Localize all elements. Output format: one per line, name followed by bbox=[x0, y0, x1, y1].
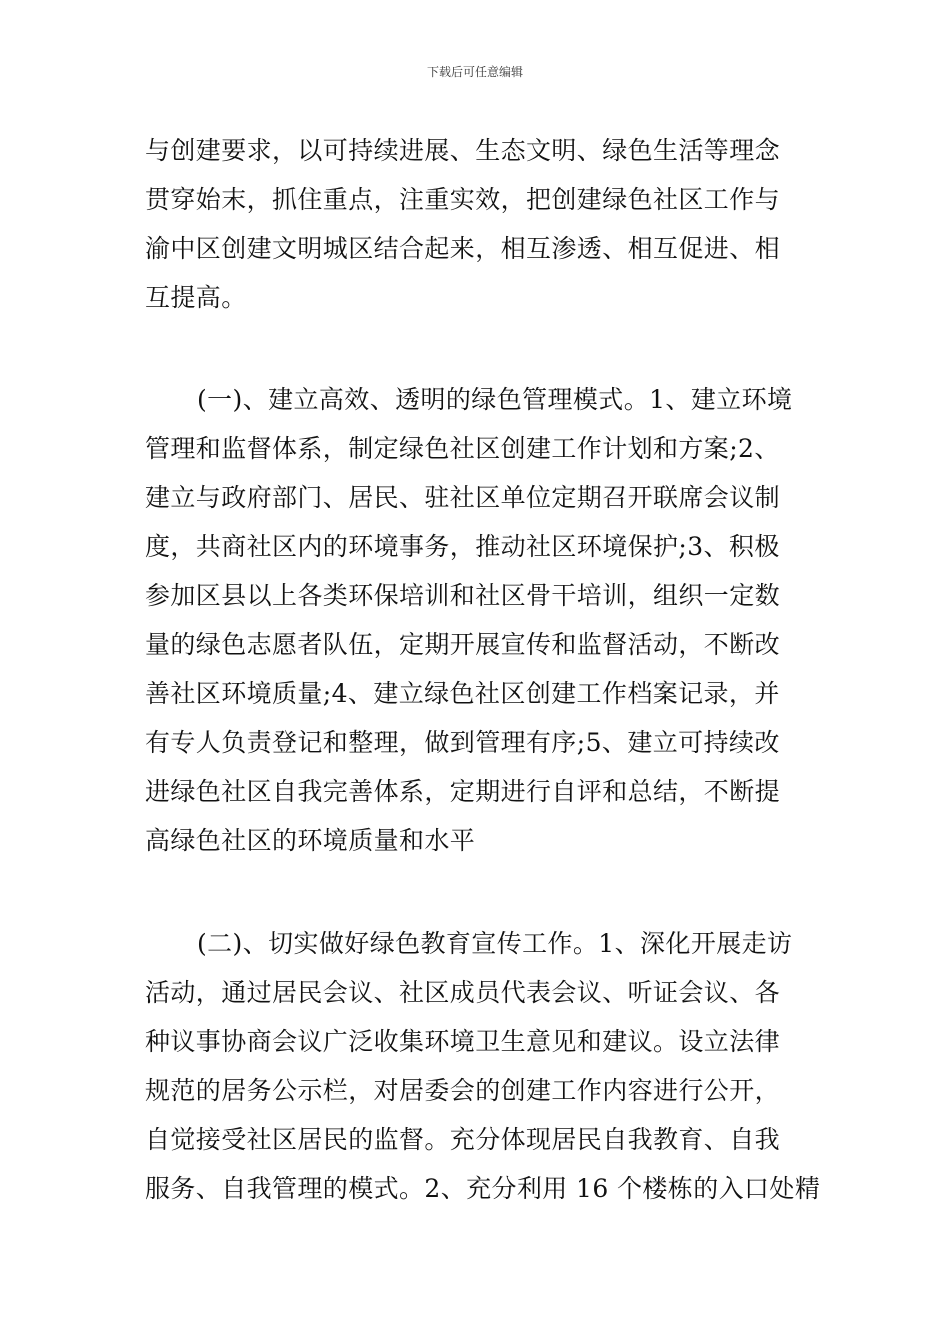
text-line: 服务、自我管理的模式。2、充分利用 16 个楼栋的入口处精 bbox=[145, 1174, 821, 1203]
text-line: 善社区环境质量;4、建立绿色社区创建工作档案记录，并 bbox=[145, 679, 780, 708]
text-line: 渝中区创建文明城区结合起来，相互渗透、相互促进、相 bbox=[145, 234, 781, 263]
text-line: 进绿色社区自我完善体系，定期进行自评和总结，不断提 bbox=[145, 777, 781, 806]
text-line: 种议事协商会议广泛收集环境卫生意见和建议。设立法律 bbox=[145, 1027, 781, 1056]
text-line: (二)、切实做好绿色教育宣传工作。1、深化开展走访 bbox=[197, 929, 793, 958]
text-line: 互提高。 bbox=[145, 283, 247, 312]
text-line: 有专人负责登记和整理，做到管理有序;5、建立可持续改 bbox=[145, 728, 780, 757]
text-line: 与创建要求，以可持续进展、生态文明、绿色生活等理念 bbox=[145, 136, 781, 165]
text-line: 规范的居务公示栏，对居委会的创建工作内容进行公开， bbox=[145, 1076, 781, 1105]
paragraph-1 bbox=[145, 126, 810, 322]
text-line: 贯穿始末，抓住重点，注重实效，把创建绿色社区工作与 bbox=[145, 185, 781, 214]
text-line: 管理和监督体系，制定绿色社区创建工作计划和方案;2、 bbox=[145, 434, 780, 463]
text-line: 参加区县以上各类环保培训和社区骨干培训，组织一定数 bbox=[145, 581, 781, 610]
text-line: 活动，通过居民会议、社区成员代表会议、听证会议、各 bbox=[145, 978, 781, 1007]
text-line: (一)、建立高效、透明的绿色管理模式。1、建立环境 bbox=[197, 385, 793, 414]
text-line: 建立与政府部门、居民、驻社区单位定期召开联席会议制 bbox=[145, 483, 781, 512]
text-line: 度，共商社区内的环境事务，推动社区环境保护;3、积极 bbox=[145, 532, 780, 561]
text-line: 高绿色社区的环境质量和水平 bbox=[145, 826, 476, 855]
paragraph-3 bbox=[145, 919, 821, 1213]
page-header: 下载后可任意编辑 bbox=[426, 65, 523, 79]
text-line: 量的绿色志愿者队伍，定期开展宣传和监督活动，不断改 bbox=[145, 630, 781, 659]
text-line: 自觉接受社区居民的监督。充分体现居民自我教育、自我 bbox=[145, 1125, 781, 1154]
paragraph-2 bbox=[145, 375, 810, 865]
